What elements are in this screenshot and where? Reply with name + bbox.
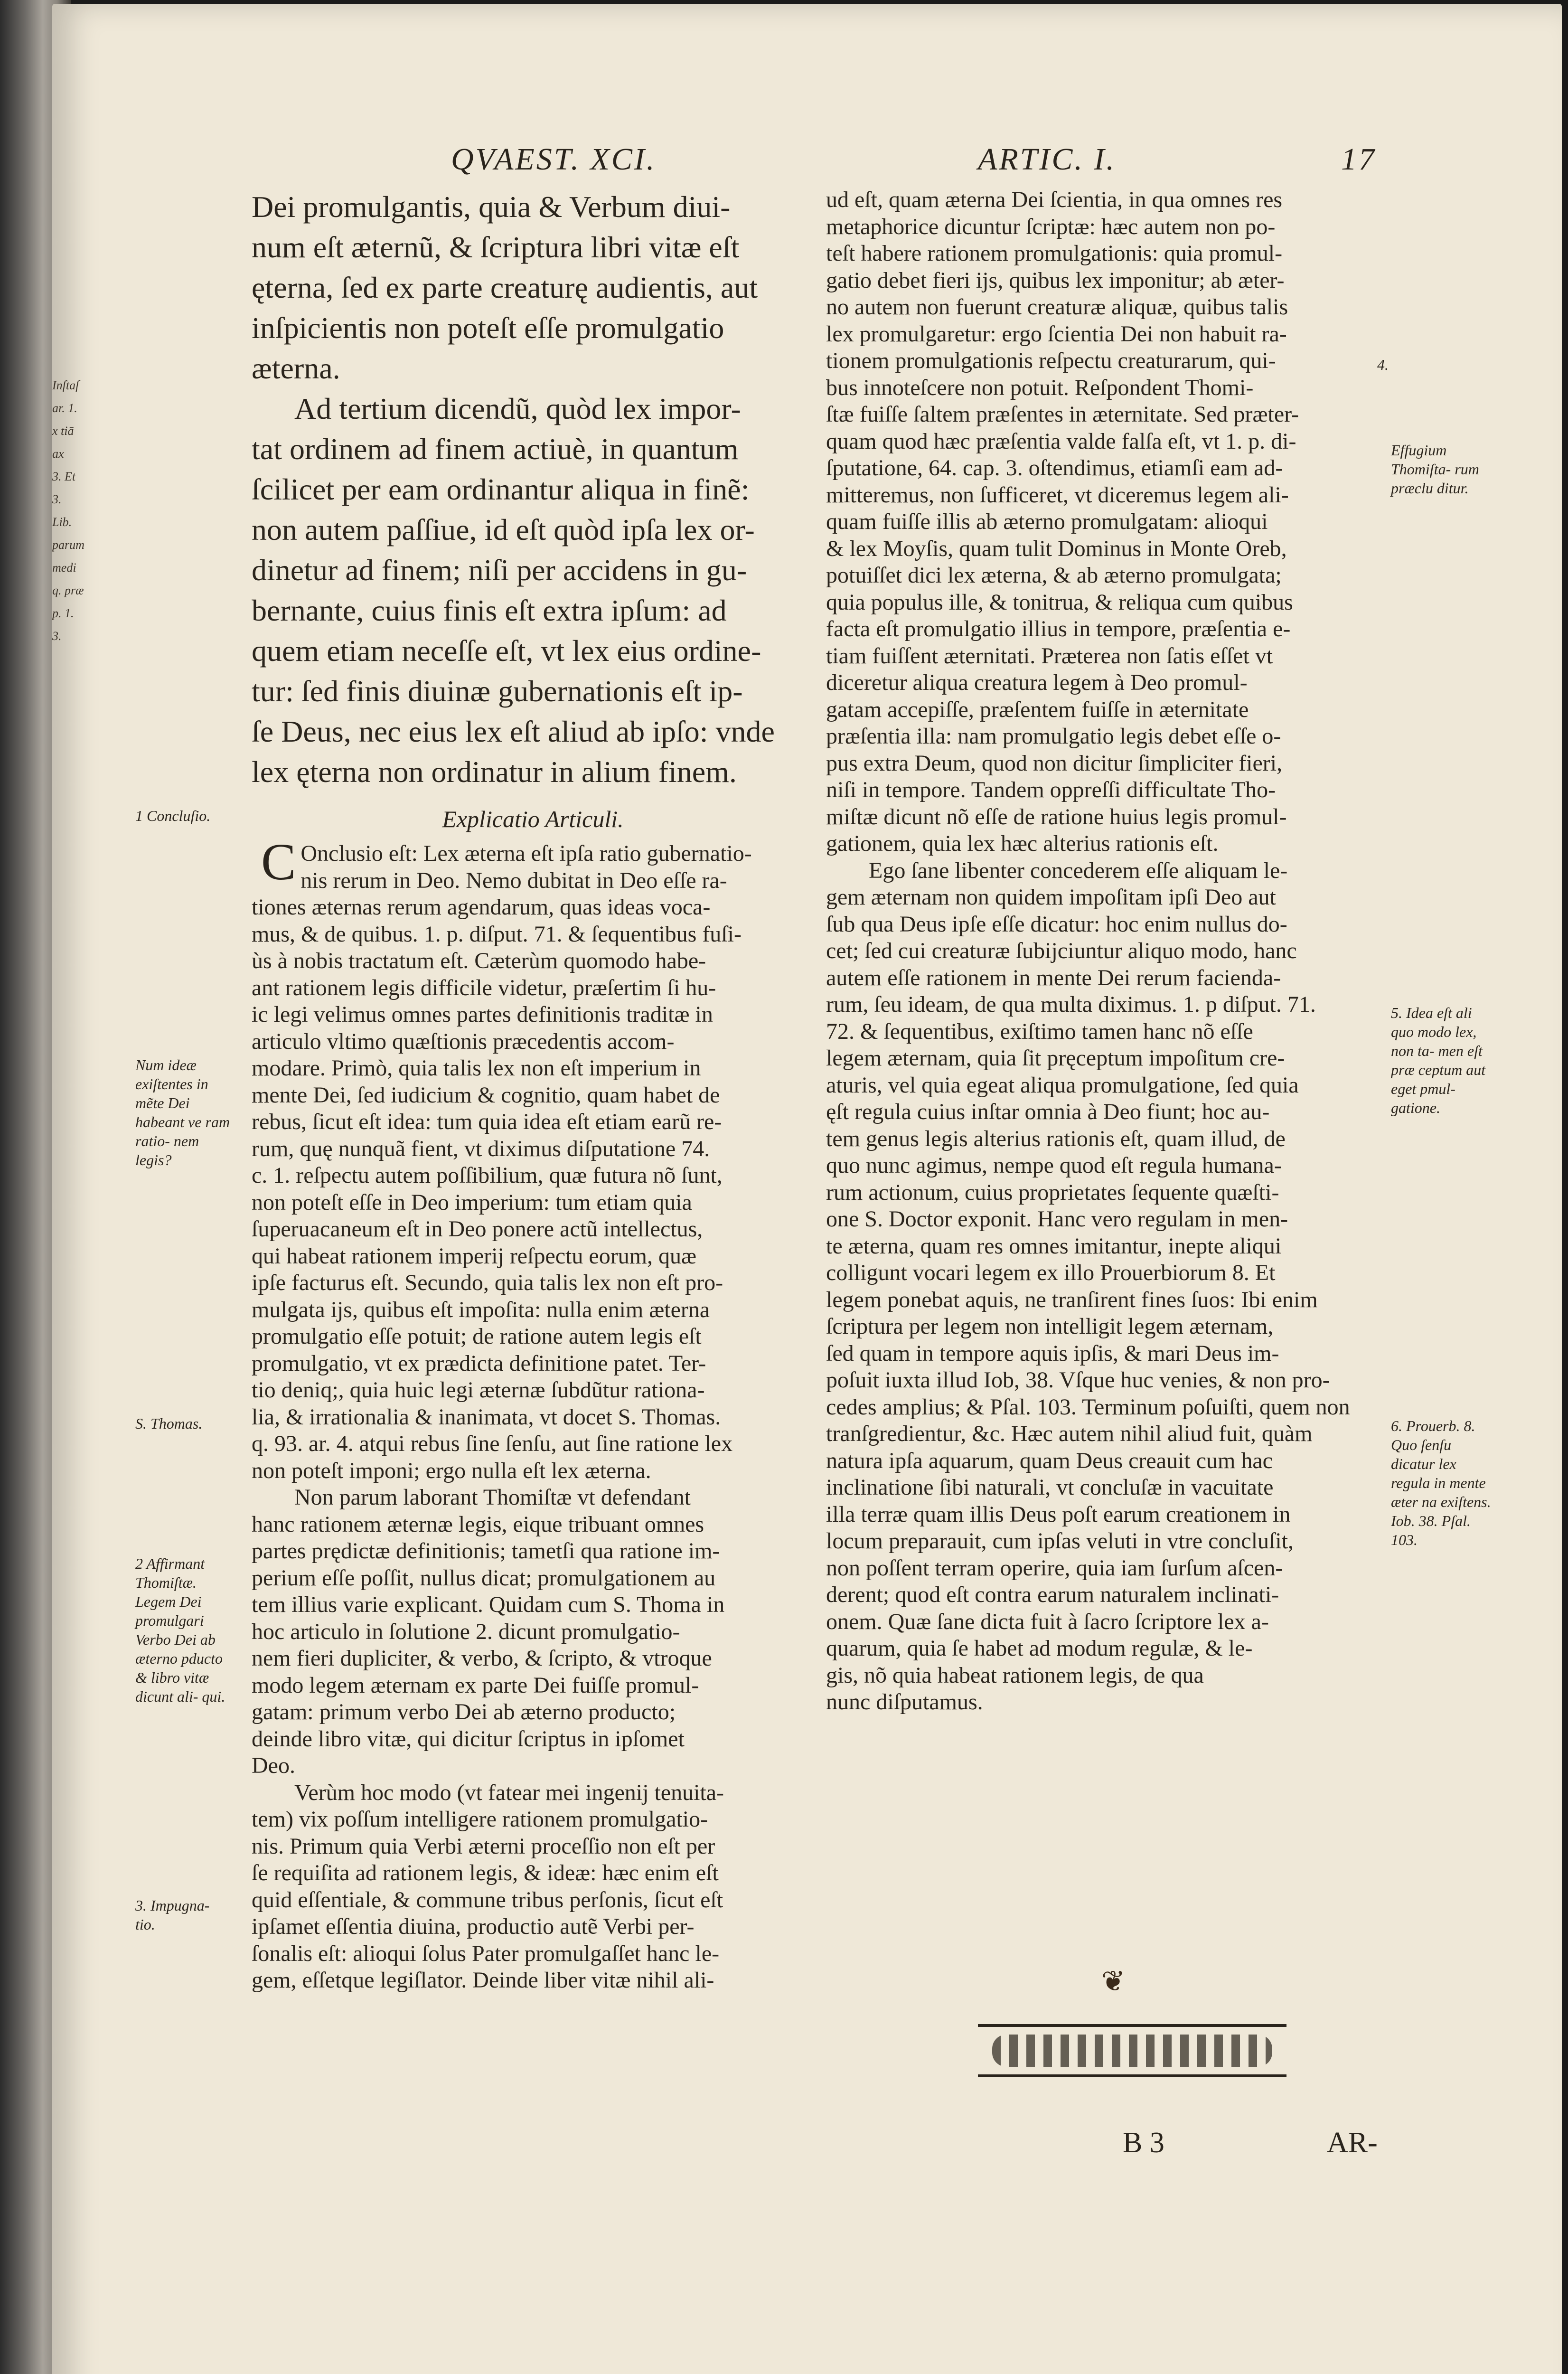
signature-mark: B 3	[1123, 2127, 1164, 2159]
text-line: quam fuiſſe illis ab æterno promulgatam: alioqui	[826, 509, 1268, 534]
text-line: natura ipſa aquarum, quam Deus creauit cum hac	[826, 1448, 1273, 1473]
text-line: qui habeat rationem imperij reſpectu eorum, quæ	[252, 1243, 697, 1269]
text-line: inſpicientis non poteſt eſſe promulgatio	[252, 311, 724, 345]
text-line: metaphorice dicuntur ſcriptæ: hæc autem non po-	[826, 214, 1276, 239]
text-line: poſuit iuxta illud Iob, 38. Vſque huc venies, & non pro-	[826, 1367, 1330, 1393]
text-line: Non parum laborant Thomiſtæ vt defendant	[294, 1485, 691, 1510]
text-line: quem etiam neceſſe eſt, vt lex eius ordine-	[252, 634, 761, 668]
margin-note-prouerb: 6. Prouerb. 8. Quo ſenſu dicatur lex regula in mente æter na exiſtens. Iob. 38. Pſal. 103.	[1391, 1417, 1491, 1548]
printer-flower-ornament: ❦	[1101, 1966, 1126, 1997]
text-line: rebus, ſicut eſt idea: tum quia idea eſt etiam earũ re-	[252, 1109, 722, 1134]
stub-fragment: medi	[52, 561, 76, 575]
catchword: AR-	[1327, 2127, 1378, 2159]
text-line: tranſgredientur, &c. Hæc autem nihil aliud fuit, quàm	[826, 1421, 1313, 1446]
text-line: tat ordinem ad finem actiuè, in quantum	[252, 432, 739, 466]
text-line: Verùm hoc modo (vt fatear mei ingenij tenuita-	[294, 1780, 724, 1805]
text-line: pus extra Deum, quod non dicitur ſimpliciter fieri,	[826, 750, 1283, 776]
text-line: bernante, cuius finis eſt extra ipſum: ad	[252, 594, 727, 627]
text-line: colligunt vocari legem ex illo Prouerbiorum 8. Et	[826, 1260, 1276, 1285]
text-line: non poteſt imponi; ergo nulla eſt lex æterna.	[252, 1458, 651, 1483]
text-line: q. 93. ar. 4. atqui rebus ſine ſenſu, aut ſine ratione lex	[252, 1431, 733, 1456]
text-line: promulgatio eſſe potuit; de ratione autem legis eſt	[252, 1324, 702, 1349]
drop-cap: C	[261, 833, 296, 891]
text-line: mus, & de quibus. 1. p. diſput. 71. & ſequentibus fuſi-	[252, 921, 742, 947]
running-head-question: QVAEST. XCI.	[451, 142, 657, 177]
left-column-opening-text	[252, 187, 814, 792]
text-line: non poteſt eſſe in Deo imperium: tum etiam quia	[252, 1189, 692, 1215]
text-line: tiones æternas rerum agendarum, quas ideas voca-	[252, 895, 711, 920]
text-line: Deo.	[252, 1753, 295, 1778]
text-line: tio deniq;, quia huic legi æternæ ſubdũtur rationa-	[252, 1377, 705, 1403]
text-line: gationem, quia lex hæc alterius rationis eſt.	[826, 831, 1219, 856]
text-line: legem æternam, quia ſit pręceptum impoſitum cre-	[826, 1046, 1285, 1071]
text-line: perium eſſe poſſit, nullus dicat; promulgationem au	[252, 1565, 716, 1591]
section-subheading: Explicatio Articuli.	[442, 806, 624, 832]
text-line: ſuperuacaneum eſt in Deo ponere actũ intellectus,	[252, 1216, 703, 1242]
page-number: 17	[1341, 142, 1376, 177]
text-line: tem genus legis alterius rationis eſt, quam illud, de	[826, 1126, 1286, 1151]
text-line: ſtæ fuiſſe ſaltem præſentes in æternitate. Sed præter-	[826, 402, 1299, 427]
margin-note-conclusio: 1 Concluſio.	[135, 807, 211, 824]
stub-fragment: p. 1.	[52, 606, 74, 620]
text-line: rum, quę nunquã fient, vt diximus diſputatione 74.	[252, 1136, 710, 1161]
stub-fragment: parum	[52, 538, 85, 552]
left-column-body	[252, 833, 814, 1994]
text-line: quam quod hæc præſentia valde falſa eſt, vt 1. p. di-	[826, 428, 1296, 454]
right-column-body	[826, 187, 1381, 1716]
text-line: promulgatio, vt ex prædicta definitione patet. Ter-	[252, 1350, 706, 1376]
text-line: ant rationem legis difficile videtur, præſertim ſi hu-	[252, 975, 716, 1000]
text-line: tur: ſed finis diuinæ gubernationis eſt ip-	[252, 674, 743, 708]
text-line: deinde libro vitæ, qui dicitur ſcriptus in ipſomet	[252, 1726, 685, 1752]
text-line: ſed quam in tempore aquis ipſis, & mari Deus im-	[826, 1340, 1279, 1366]
text-line: lex ęterna non ordinatur in alium finem.	[252, 755, 737, 789]
text-line: miſtæ dicunt nõ eſſe de ratione huius legis promul-	[826, 804, 1287, 829]
text-line: dinetur ad finem; niſi per accidens in gu-	[252, 553, 747, 587]
text-line: mitteremus, non ſufficeret, vt diceremus legem ali-	[826, 482, 1289, 508]
text-line: num eſt æternũ, & ſcriptura libri vitæ eſt	[252, 230, 740, 264]
stub-fragment: Inſtaſ	[52, 378, 79, 392]
text-line: ud eſt, quam æterna Dei ſcientia, in qua omnes res	[826, 187, 1283, 212]
text-line: teſt habere rationem promulgationis: quia promul-	[826, 241, 1283, 266]
text-line: potuiſſet dici lex æterna, & ab æterno promulgata;	[826, 563, 1282, 588]
text-line: hanc rationem æternæ legis, eique tribuant omnes	[252, 1511, 704, 1537]
text-line: gem, eſſetque legiſlator. Deinde liber vitæ nihil ali-	[252, 1968, 714, 1993]
right-column	[826, 187, 1381, 1716]
left-column	[252, 187, 814, 1994]
text-line: tem) vix poſſum intelligere rationem promulgatio-	[252, 1807, 708, 1832]
text-line: æterna.	[252, 351, 340, 385]
stub-fragment: q. præ	[52, 584, 84, 597]
text-line: rum actionum, cuius proprietates ſequente quæſti-	[826, 1179, 1279, 1205]
text-line: ſe requiſita ad rationem legis, & ideæ: hæc enim eſt	[252, 1860, 719, 1885]
stub-fragment: ar. 1.	[52, 401, 77, 415]
text-line: lex promulgaretur: ergo ſcientia Dei non habuit ra-	[826, 321, 1287, 347]
text-line: legem ponebat aquis, ne tranſirent fines ſuos: Ibi enim	[826, 1287, 1318, 1312]
text-line: 72. & ſequentibus, exiſtimo tamen hanc nõ eſſe	[826, 1018, 1253, 1044]
text-line: autem eſſe rationem in mente Dei rerum facienda-	[826, 965, 1281, 990]
text-line: te æterna, quam res omnes imitantur, inepte aliqui	[826, 1233, 1282, 1259]
text-line: Onclusio eſt: Lex æterna eſt ipſa ratio gubernatio-	[300, 841, 752, 866]
text-line: nunc diſputamus.	[826, 1689, 983, 1715]
text-line: illa terræ quam illis Deus poſt earum creationem in	[826, 1501, 1291, 1527]
stub-fragment: ax	[52, 447, 64, 461]
text-line: gatam: primum verbo Dei ab æterno producto;	[252, 1699, 676, 1724]
text-line: articulo vltimo quæſtionis præcedentis accom-	[252, 1028, 675, 1054]
text-line: Ego ſane libenter concederem eſſe aliquam le-	[869, 857, 1288, 883]
text-line: facta eſt promulgatio illius in tempore, præſentia e-	[826, 616, 1291, 641]
text-line: one S. Doctor exponit. Hanc vero regulam in men-	[826, 1206, 1288, 1232]
text-line: ſub qua Deus ipſe eſſe dicatur: hoc enim nullus do-	[826, 911, 1287, 937]
text-line: locum preparauit, cum ipſas veluti in vtre concluſit,	[826, 1528, 1294, 1554]
margin-note-effugium: Effugium Thomiſta- rum præclu ditur.	[1391, 442, 1479, 497]
text-line: aturis, vel quia egeat aliqua promulgatione, ſed quia	[826, 1072, 1299, 1098]
text-line: & lex Moyſis, quam tulit Dominus in Monte Oreb,	[826, 536, 1287, 561]
text-line: modo legem æternam ex parte Dei fuiſſe promul-	[252, 1672, 699, 1698]
text-line: quo nunc agimus, nempe quod eſt regula humana-	[826, 1153, 1282, 1178]
text-line: non poſſent terram operire, quia iam ſurſum aſcen-	[826, 1555, 1283, 1581]
text-line: ipſamet eſſentia diuina, productio autẽ Verbi per-	[252, 1914, 695, 1939]
margin-note-idea-lex: 5. Idea eſt ali quo modo lex, non ta- men eſt præ ceptum aut eget pmul- gatione.	[1391, 1004, 1486, 1116]
text-line: partes prędictæ definitionis; tametſi qua ratione im-	[252, 1538, 720, 1564]
running-head-article: ARTIC. I.	[978, 142, 1116, 177]
text-line: hoc articulo in ſolutione 2. dicunt promulgatio-	[252, 1619, 680, 1644]
text-line: modare. Primò, quia talis lex non eſt imperium in	[252, 1055, 701, 1081]
margin-note-4: 4.	[1377, 356, 1389, 373]
margin-note-s-thomas: S. Thomas.	[135, 1415, 203, 1432]
text-line: ic legi velimus omnes partes definitionis traditæ in	[252, 1002, 713, 1027]
text-line: onem. Quæ ſane dicta fuit à ſacro ſcriptore lex a-	[826, 1609, 1269, 1634]
text-line: quarum, quia ſe habet ad modum regulæ, & le-	[826, 1636, 1253, 1661]
tailpiece-ornament	[978, 2024, 1286, 2077]
text-line: quia populus ille, & tonitrua, & reliqua cum quibus	[826, 589, 1293, 615]
book-page	[52, 4, 1562, 2374]
text-line: tionem promulgationis reſpectu creaturarum, qui-	[826, 348, 1276, 373]
margin-note-impugnatio: 3. Impugna- tio.	[135, 1897, 210, 1933]
text-line: bus innoteſcere non potuit. Reſpondent Thomi-	[826, 375, 1254, 400]
text-line: ipſe facturus eſt. Secundo, quia talis lex non eſt pro-	[252, 1270, 723, 1295]
text-line: cet; ſed cui creaturæ ſubijciuntur aliquo modo, hanc	[826, 938, 1297, 963]
text-line: diceretur aliqua creatura legem à Deo promul-	[826, 670, 1248, 695]
text-line: Dei promulgantis, quia & Verbum diui-	[252, 190, 731, 224]
stub-fragment: x tiā	[52, 424, 74, 438]
stub-fragment: Lib.	[52, 515, 72, 529]
text-line: mulgata ijs, quibus eſt impoſita: nulla enim æterna	[252, 1297, 710, 1322]
margin-note-affirmant: 2 Affirmant Thomiſtæ. Legem Dei promulgari Verbo Dei ab æterno pducto & libro vitæ dicunt ali- qui.	[135, 1555, 225, 1705]
text-line: ſputatione, 64. cap. 3. oſtendimus, etiamſi eam ad-	[826, 455, 1283, 480]
text-line: nem fieri dupliciter, & verbo, & ſcripto, & vtroque	[252, 1646, 712, 1671]
text-line: ùs à nobis tractatum eſt. Cæterùm quomodo habe-	[252, 948, 706, 973]
text-line: ſe Deus, nec eius lex eſt aliud ab ipſo: vnde	[252, 715, 775, 748]
text-line: rum, ſeu ideam, de qua multa diximus. 1. p diſput. 71.	[826, 992, 1316, 1017]
text-line: ęterna, ſed ex parte creaturę audientis, aut	[252, 271, 758, 304]
text-line: no autem non fuerunt creaturæ aliquæ, quibus talis	[826, 294, 1288, 320]
text-line: gem æternam non quidem impoſitam ipſi Deo aut	[826, 885, 1276, 910]
text-line: niſi in tempore. Tandem oppreſſi difficultate Tho-	[826, 777, 1276, 802]
text-line: gis, nõ quia habeat rationem legis, de qua	[826, 1662, 1204, 1688]
text-line: cedes amplius; & Pſal. 103. Terminum poſuiſti, quem non	[826, 1394, 1350, 1420]
text-line: inclinatione ſibi naturali, vt concluſæ in vacuitate	[826, 1475, 1274, 1500]
text-line: tiam fuiſſent æternitati. Præterea non ſatis eſſet vt	[826, 643, 1273, 669]
text-line: ſcriptura per legem non intelligit legem æternam,	[826, 1314, 1274, 1339]
stub-fragment: 3. Et	[52, 470, 76, 483]
text-line: ſonalis eſt: alioqui ſolus Pater promulgaſſet hanc le-	[252, 1941, 720, 1966]
text-line: derent; quod eſt contra earum naturalem inclinati-	[826, 1582, 1279, 1607]
margin-note-ideae: Num ideæ exiſtentes in mẽte Dei habeant ve ram ratio- nem legis?	[135, 1056, 230, 1168]
text-line: gatio debet fieri ijs, quibus lex imponitur; ab æter-	[826, 267, 1285, 293]
text-line: non autem paſſiue, id eſt quòd ipſa lex or-	[252, 513, 755, 546]
stub-fragment: 3.	[52, 492, 62, 506]
text-line: nis. Primum quia Verbi æterni proceſſio non eſt per	[252, 1833, 715, 1859]
text-line: nis rerum in Deo. Nemo dubitat in Deo eſſe ra-	[300, 867, 727, 893]
text-line: tem illius varie explicant. Quidam cum S. Thoma in	[252, 1592, 725, 1617]
text-line: mente Dei, ſed iudicium & cognitio, quam habet de	[252, 1082, 720, 1108]
stub-fragment: 3.	[52, 629, 62, 643]
text-line: lia, & irrationalia & inanimata, vt docet S. Thomas.	[252, 1404, 721, 1430]
previous-page-stub	[52, 374, 104, 648]
text-line: præſentia illa: nam promulgatio legis debet eſſe o-	[826, 724, 1281, 749]
text-line: c. 1. reſpectu autem poſſibilium, quæ futura nõ ſunt,	[252, 1163, 723, 1188]
text-line: ſcilicet per eam ordinantur aliqua in finẽ:	[252, 472, 750, 506]
text-line: gatam accepiſſe, præſentem fuiſſe in æternitate	[826, 697, 1249, 722]
text-line: Ad tertium dicendũ, quòd lex impor-	[294, 392, 741, 425]
text-line: ęſt regula cuius inſtar omnia à Deo fiunt; hoc au-	[826, 1099, 1270, 1124]
text-line: quid eſſentiale, & commune tribus perſonis, ſicut eſt	[252, 1887, 723, 1912]
